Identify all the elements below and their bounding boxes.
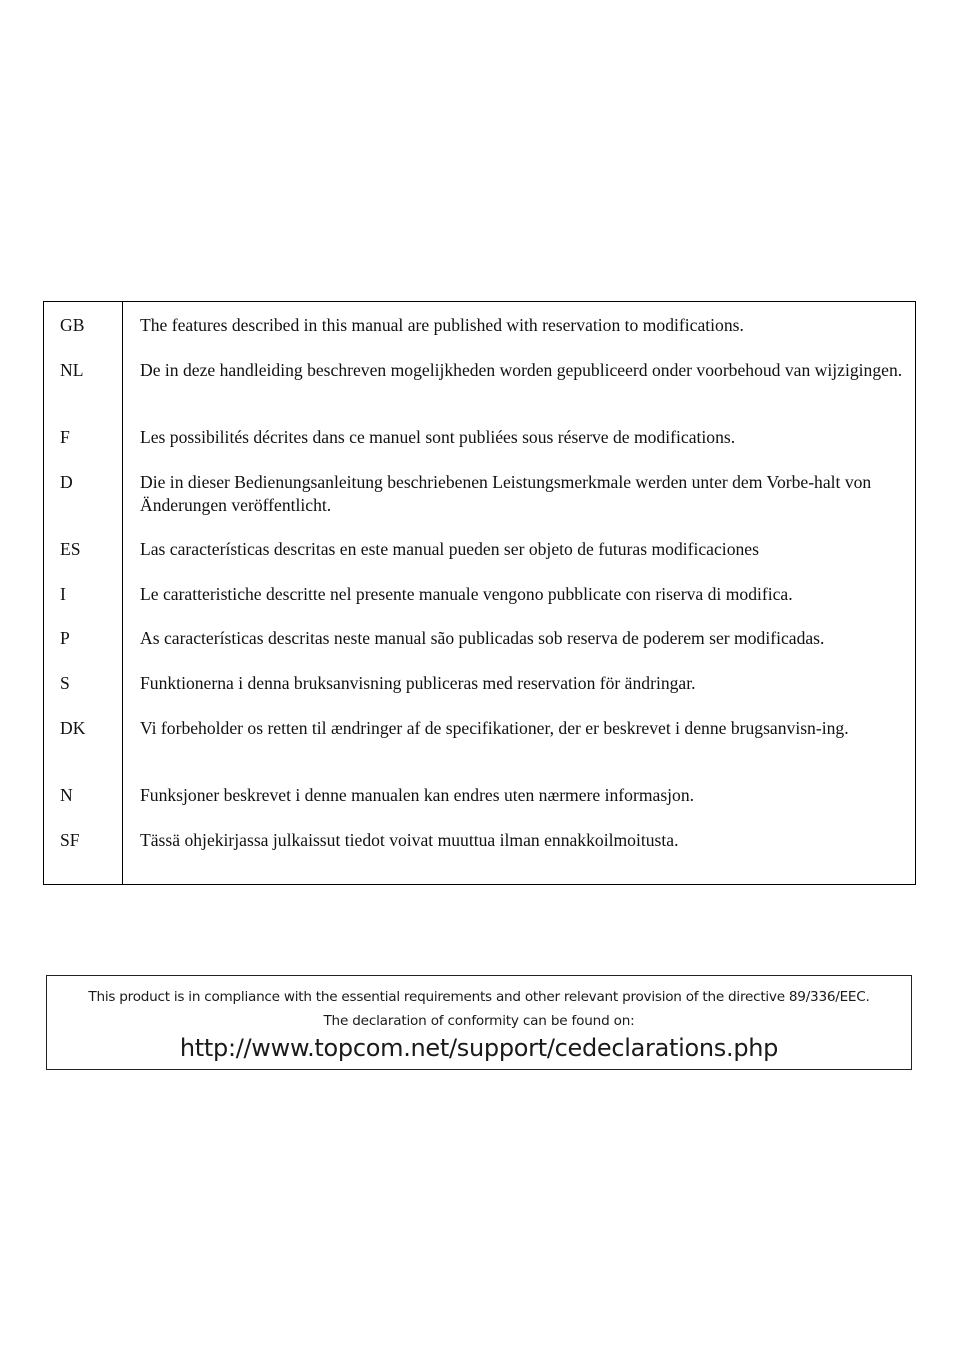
language-code: DK [60,718,86,738]
language-code: GB [60,315,85,335]
disclaimer-table [43,301,916,885]
disclaimer-text: As características descritas neste manual são publicadas sob reserva de poderem ser modificadas. [140,628,825,648]
disclaimer-text: Tässä ohjekirjassa julkaissut tiedot voivat muuttua ilman ennakkoilmoitusta. [140,830,679,850]
language-code: P [60,628,70,648]
disclaimer-text: Vi forbeholder os retten til ændringer af de specifikationer, der er beskrevet i denne brugsanvisn-ing. [140,718,849,738]
disclaimer-text: De in deze handleiding beschreven mogelijkheden worden gepubliceerd onder voorbehoud van wijzigingen. [140,360,903,380]
language-code: D [60,472,73,492]
disclaimer-text: Die in dieser Bedienungsanleitung beschriebenen Leistungsmerkmale werden unter dem Vorbe-halt von Änderungen veröffentlicht. [140,472,872,515]
declaration-url: http://www.topcom.net/support/cedeclarations.php [179,1034,779,1062]
declaration-note: The declaration of conformity can be found on: [323,1013,635,1029]
disclaimer-text: Funksjoner beskrevet i denne manualen kan endres uten nærmere informasjon. [140,785,695,805]
compliance-statement: This product is in compliance with the essential requirements and other relevant provision of the directive 89/336/EEC. [88,989,870,1005]
disclaimer-text: Les possibilités décrites dans ce manuel sont publiées sous réserve de modifications. [140,427,736,447]
disclaimer-text: Funktionerna i denna bruksanvisning publiceras med reservation för ändringar. [140,673,696,693]
disclaimer-text: Le caratteristiche descritte nel presente manuale vengono pubblicate con riserva di modifica. [140,584,793,604]
language-code: NL [60,360,84,380]
language-code: S [60,673,70,693]
language-code: ES [60,539,81,559]
disclaimer-text: Las características descritas en este manual pueden ser objeto de futuras modificaciones [140,539,759,559]
disclaimer-text: The features described in this manual are published with reservation to modifications. [140,315,744,335]
compliance-notice [46,975,912,1070]
language-code: SF [60,830,80,850]
language-code: I [60,584,66,604]
language-code: F [60,427,70,447]
column-divider [122,302,123,884]
language-code: N [60,785,73,805]
